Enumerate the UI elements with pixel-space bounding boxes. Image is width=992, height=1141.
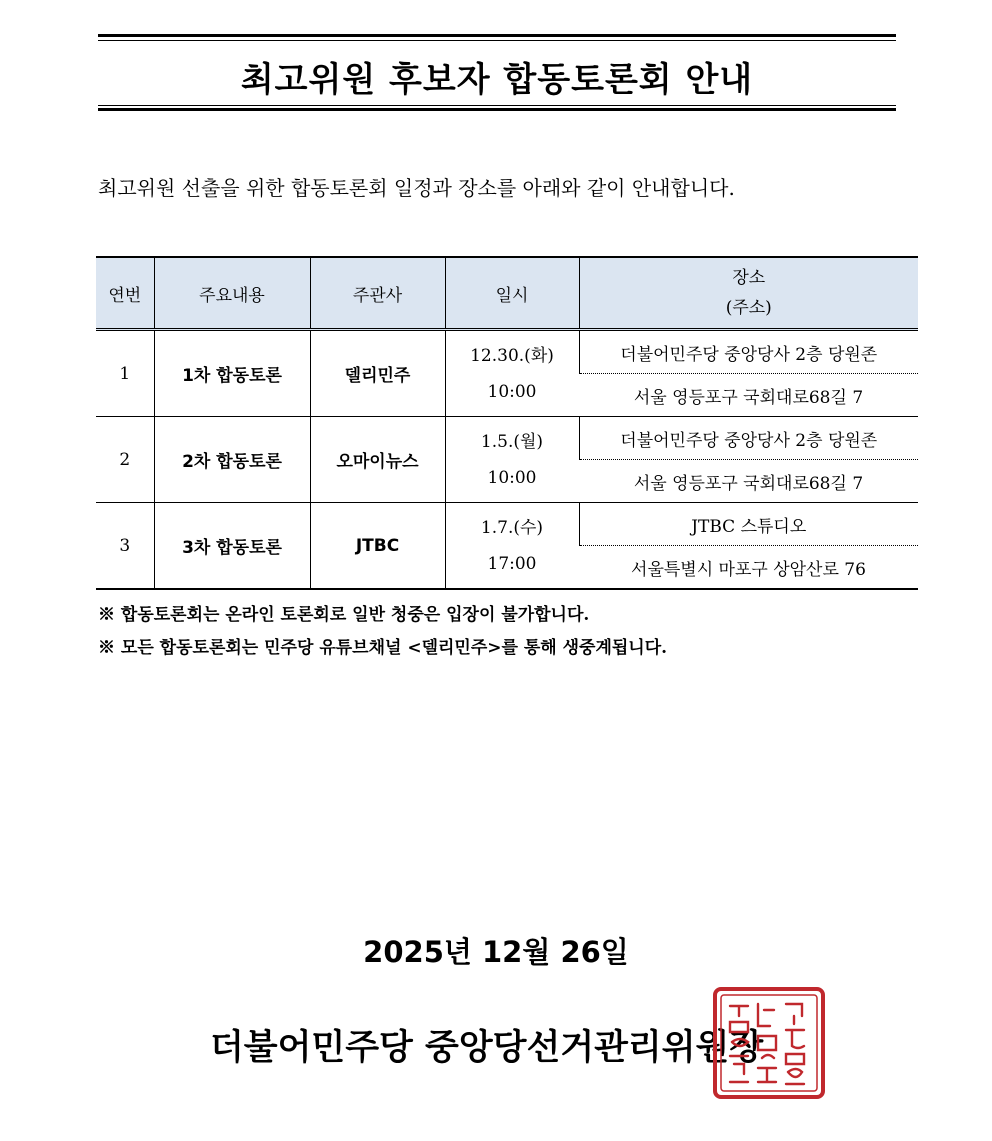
row-address: 서울 영등포구 국회대로68길 7 bbox=[579, 460, 918, 503]
row-topic: 1차 합동토론 bbox=[154, 330, 310, 417]
signer-name: 더불어민주당 중앙당선거관리위원장 bbox=[210, 1028, 764, 1068]
title-rule-top-thin bbox=[98, 40, 896, 41]
row-address: 서울특별시 마포구 상암산로 76 bbox=[579, 546, 918, 590]
row-datetime bbox=[445, 330, 579, 417]
header-topic: 주요내용 bbox=[154, 257, 310, 330]
row-topic: 2차 합동토론 bbox=[154, 417, 310, 503]
row-no: 1 bbox=[119, 363, 131, 384]
row-no: 2 bbox=[96, 417, 154, 503]
table-header-row bbox=[96, 257, 918, 330]
row-date: 12.30.(화) bbox=[470, 345, 554, 366]
row-no: 3 bbox=[96, 503, 154, 590]
header-host: 주관사 bbox=[310, 257, 445, 330]
row-venue: JTBC 스튜디오 bbox=[579, 503, 918, 546]
row-datetime bbox=[445, 503, 579, 590]
title-rule-bottom-thin bbox=[98, 105, 896, 106]
row-venue: 더불어민주당 중앙당사 2층 당원존 bbox=[579, 417, 918, 460]
header-no: 연번 bbox=[96, 257, 154, 330]
row-time: 17:00 bbox=[487, 553, 537, 574]
row-venue: 더불어민주당 중앙당사 2층 당원존 bbox=[579, 330, 918, 374]
row-host: JTBC bbox=[310, 503, 445, 590]
row-datetime bbox=[445, 417, 579, 503]
note-line: ※ 모든 합동토론회는 민주당 유튜브채널 <델리민주>를 통해 생중계됩니다. bbox=[98, 638, 668, 658]
table-row bbox=[96, 330, 918, 374]
official-seal-icon bbox=[712, 986, 826, 1100]
row-time: 10:00 bbox=[487, 467, 537, 488]
page-title: 최고위원 후보자 합동토론회 안내 bbox=[240, 60, 754, 100]
table-row bbox=[96, 417, 918, 460]
row-host: 델리민주 bbox=[310, 330, 445, 417]
row-host: 오마이뉴스 bbox=[310, 417, 445, 503]
row-time: 10:00 bbox=[487, 381, 537, 402]
row-address: 서울 영등포구 국회대로68길 7 bbox=[579, 374, 918, 417]
schedule-table bbox=[96, 256, 918, 590]
title-rule-bottom bbox=[98, 108, 896, 111]
note-line: ※ 합동토론회는 온라인 토론회로 일반 청중은 입장이 불가합니다. bbox=[98, 605, 590, 625]
row-topic: 3차 합동토론 bbox=[154, 503, 310, 590]
intro-text: 최고위원 선출을 위한 합동토론회 일정과 장소를 아래와 같이 안내합니다. bbox=[98, 176, 735, 200]
row-date: 1.7.(수) bbox=[480, 517, 544, 538]
row-date: 1.5.(월) bbox=[480, 431, 544, 452]
header-address-label: (주소) bbox=[725, 298, 772, 318]
header-place-label: 장소 bbox=[732, 268, 766, 288]
title-rule-top bbox=[98, 34, 896, 37]
notes bbox=[98, 600, 667, 666]
title-box bbox=[98, 34, 896, 112]
table-row bbox=[96, 503, 918, 546]
header-datetime: 일시 bbox=[445, 257, 579, 330]
issue-date: 2025년 12월 26일 bbox=[363, 935, 629, 969]
header-place bbox=[579, 257, 918, 330]
